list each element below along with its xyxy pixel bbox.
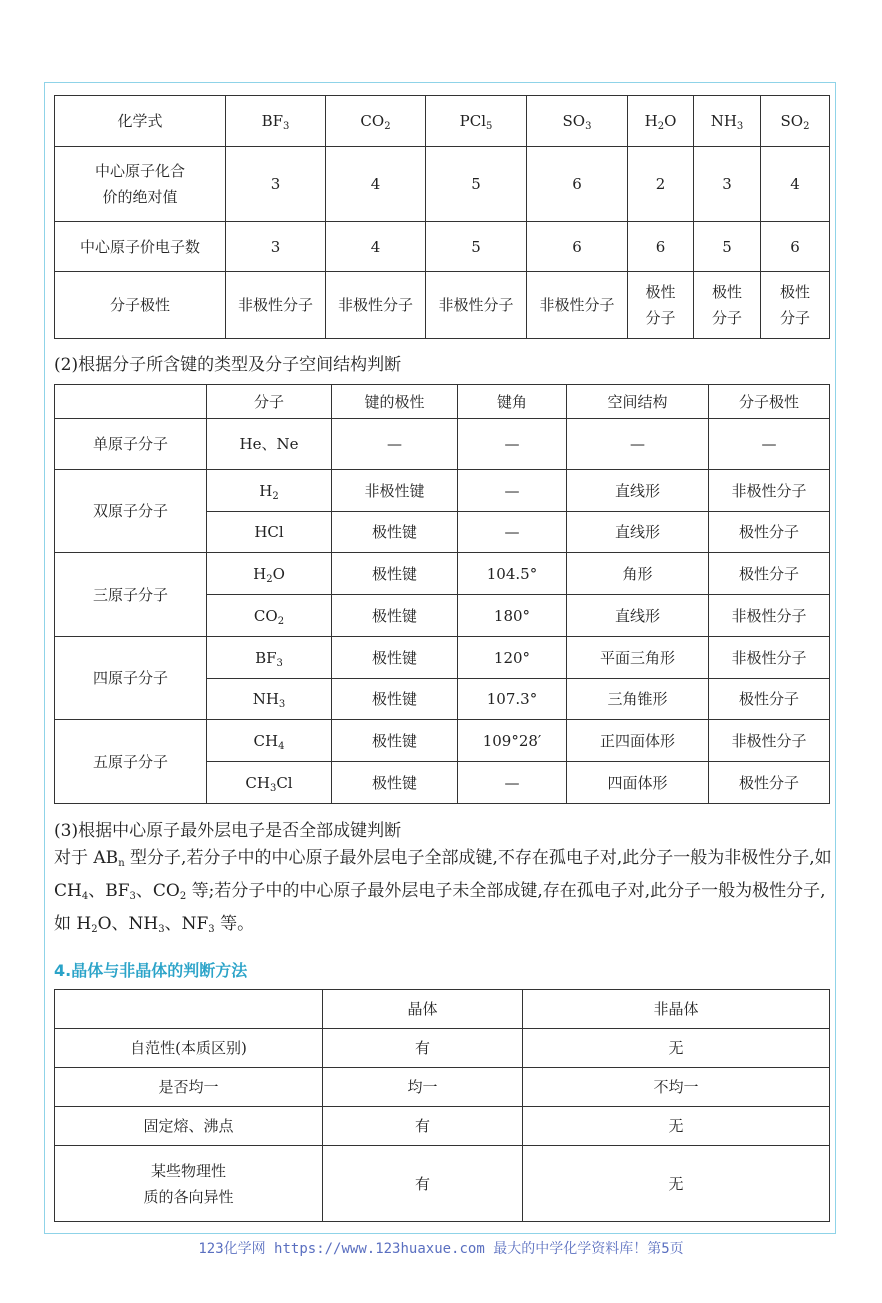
- value-cell: 3: [226, 222, 326, 272]
- value-cell: 无: [523, 1146, 830, 1222]
- header-cell: 键角: [458, 385, 567, 419]
- formula-cell: $NH_3$: [694, 96, 761, 147]
- table-row: [55, 470, 830, 512]
- formula-cell: $SO_2$: [761, 96, 830, 147]
- shape-cell: 正四面体形: [567, 720, 709, 762]
- value-cell: 非极性分子: [426, 272, 527, 339]
- shape-cell: 三角锥形: [567, 679, 709, 720]
- value-cell: 5: [426, 222, 527, 272]
- value-cell: 不均一: [523, 1068, 830, 1107]
- molecule-cell: $CO_2$: [207, 595, 332, 637]
- formula-cell: PCl$_5$: [426, 96, 527, 147]
- value-cell: 有: [323, 1146, 523, 1222]
- row-label: 自范性(本质区别): [55, 1029, 323, 1068]
- value-cell: 有: [323, 1107, 523, 1146]
- table-row: [55, 1029, 830, 1068]
- value-cell: 4: [326, 222, 426, 272]
- polarity-cell: 非极性分子: [709, 720, 830, 762]
- value-cell: 5: [694, 222, 761, 272]
- bond-cell: 极性键: [332, 720, 458, 762]
- bond-cell: 极性键: [332, 595, 458, 637]
- angle-cell: 109°28′: [458, 720, 567, 762]
- table1-polarity-row: [55, 272, 830, 339]
- formula-cell: $SO_3$: [527, 96, 628, 147]
- angle-cell: —: [458, 470, 567, 512]
- angle-cell: —: [458, 762, 567, 804]
- value-cell: 均一: [323, 1068, 523, 1107]
- polarity-cell: 极性分子: [709, 762, 830, 804]
- table2-header-row: [55, 385, 830, 419]
- polarity-cell: 极性分子: [709, 553, 830, 595]
- angle-cell: 180°: [458, 595, 567, 637]
- shape-cell: 平面三角形: [567, 637, 709, 679]
- value-cell: 无: [523, 1107, 830, 1146]
- value-cell: 4: [326, 147, 426, 222]
- value-cell: 6: [527, 222, 628, 272]
- formula-cell: $H_2O$: [628, 96, 694, 147]
- table1-header-row: [55, 96, 830, 147]
- value-cell: 2: [628, 147, 694, 222]
- section-heading-4: 4.晶体与非晶体的判断方法: [54, 961, 248, 980]
- header-cell: 化学式: [55, 96, 226, 147]
- shape-cell: —: [567, 419, 709, 470]
- group-label: 四原子分子: [55, 637, 207, 720]
- bond-cell: 极性键: [332, 553, 458, 595]
- row-label: 固定熔、沸点: [55, 1107, 323, 1146]
- bond-cell: —: [332, 419, 458, 470]
- polarity-cell: 极性分子: [709, 512, 830, 553]
- molecule-cell: HCl: [207, 512, 332, 553]
- polarity-cell: —: [709, 419, 830, 470]
- table-row: [55, 419, 830, 470]
- value-cell: 非极性分子: [226, 272, 326, 339]
- header-cell: 空间结构: [567, 385, 709, 419]
- header-cell: 分子: [207, 385, 332, 419]
- table1-electrons-row: [55, 222, 830, 272]
- value-cell: 非极性分子: [326, 272, 426, 339]
- angle-cell: 107.3°: [458, 679, 567, 720]
- value-cell: 6: [628, 222, 694, 272]
- group-label: 五原子分子: [55, 720, 207, 804]
- value-cell: 6: [527, 147, 628, 222]
- header-cell: 晶体: [323, 990, 523, 1029]
- crystal-comparison-table: [54, 989, 830, 1222]
- value-cell: 极性 分子: [694, 272, 761, 339]
- polarity-cell: 极性分子: [709, 679, 830, 720]
- value-cell: 4: [761, 147, 830, 222]
- value-cell: 无: [523, 1029, 830, 1068]
- table3-header-row: [55, 990, 830, 1029]
- row-label: 某些物理性 质的各向异性: [55, 1146, 323, 1222]
- value-cell: 3: [694, 147, 761, 222]
- bond-cell: 极性键: [332, 679, 458, 720]
- header-cell: 非晶体: [523, 990, 830, 1029]
- header-cell: 分子极性: [709, 385, 830, 419]
- value-cell: 极性 分子: [628, 272, 694, 339]
- molecule-structure-table: [54, 384, 830, 804]
- header-cell: 键的极性: [332, 385, 458, 419]
- angle-cell: —: [458, 419, 567, 470]
- row-label: 中心原子化合 价的绝对值: [55, 147, 226, 222]
- shape-cell: 直线形: [567, 470, 709, 512]
- polarity-rule-table: [54, 95, 830, 339]
- value-cell: 6: [761, 222, 830, 272]
- table-row: [55, 1068, 830, 1107]
- formula-cell: $BF_3$: [226, 96, 326, 147]
- table-row: [55, 637, 830, 679]
- bond-cell: 极性键: [332, 512, 458, 553]
- subheading-2: (2)根据分子所含键的类型及分子空间结构判断: [54, 355, 402, 375]
- molecule-cell: $NH_3$: [207, 679, 332, 720]
- value-cell: 5: [426, 147, 527, 222]
- page-footer: 123化学网 https://www.123huaxue.com 最大的中学化学资料库！第5页: [198, 1241, 684, 1257]
- table-row: [55, 720, 830, 762]
- angle-cell: —: [458, 512, 567, 553]
- shape-cell: 角形: [567, 553, 709, 595]
- table1-valence-row: [55, 147, 830, 222]
- value-cell: 有: [323, 1029, 523, 1068]
- molecule-cell: $H_2$: [207, 470, 332, 512]
- header-cell: [55, 990, 323, 1029]
- group-label: 双原子分子: [55, 470, 207, 553]
- header-cell: [55, 385, 207, 419]
- value-cell: 非极性分子: [527, 272, 628, 339]
- row-label: 是否均一: [55, 1068, 323, 1107]
- body-paragraph: 对于 $AB_n$ 型分子,若分子中的中心原子最外层电子全部成键,不存在孤电子对,此分子一般为非极性分子,如 $CH_4$、$BF_3$、$CO_2$ 等;若分子中的中心原子最外层电子未全部成键,存在孤电子对,此分子一般为极性分子,如 $H_2O$、$NH_3$、$NF_3$ 等。: [54, 848, 832, 935]
- group-label: 三原子分子: [55, 553, 207, 637]
- shape-cell: 四面体形: [567, 762, 709, 804]
- table-row: [55, 1146, 830, 1222]
- shape-cell: 直线形: [567, 512, 709, 553]
- molecule-cell: $H_2O$: [207, 553, 332, 595]
- polarity-cell: 非极性分子: [709, 470, 830, 512]
- formula-cell: $CO_2$: [326, 96, 426, 147]
- angle-cell: 120°: [458, 637, 567, 679]
- table-row: [55, 1107, 830, 1146]
- table-row: [55, 553, 830, 595]
- value-cell: 3: [226, 147, 326, 222]
- molecule-cell: $BF_3$: [207, 637, 332, 679]
- bond-cell: 非极性键: [332, 470, 458, 512]
- molecule-cell: $CH_4$: [207, 720, 332, 762]
- row-label: 分子极性: [55, 272, 226, 339]
- molecule-cell: $CH_3Cl$: [207, 762, 332, 804]
- bond-cell: 极性键: [332, 637, 458, 679]
- bond-cell: 极性键: [332, 762, 458, 804]
- subheading-3: (3)根据中心原子最外层电子是否全部成键判断: [54, 821, 402, 841]
- row-label: 中心原子价电子数: [55, 222, 226, 272]
- polarity-cell: 非极性分子: [709, 595, 830, 637]
- group-label: 单原子分子: [55, 419, 207, 470]
- shape-cell: 直线形: [567, 595, 709, 637]
- value-cell: 极性 分子: [761, 272, 830, 339]
- polarity-cell: 非极性分子: [709, 637, 830, 679]
- angle-cell: 104.5°: [458, 553, 567, 595]
- molecule-cell: He、Ne: [207, 419, 332, 470]
